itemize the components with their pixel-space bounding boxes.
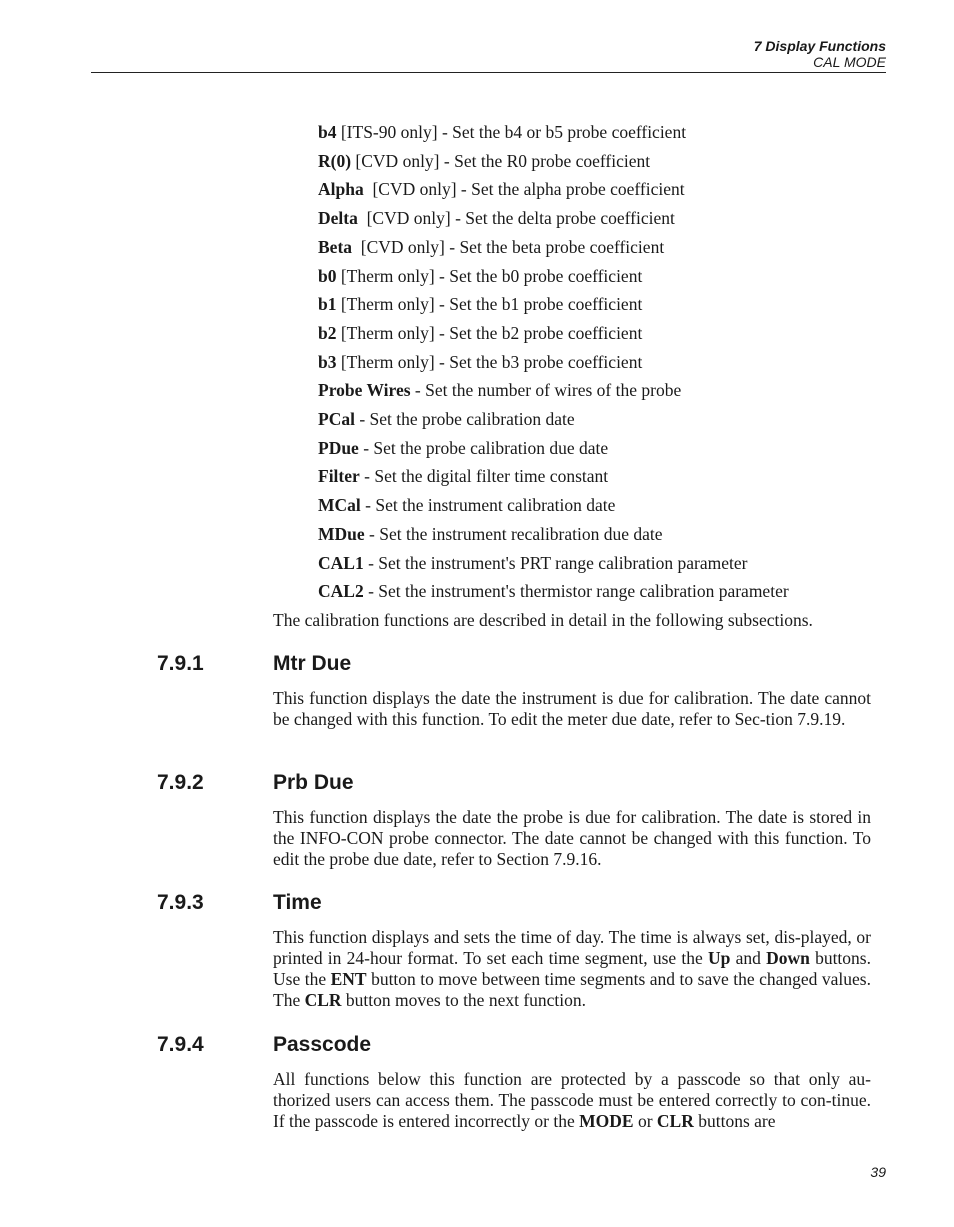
intro-paragraph: The calibration functions are described in detail in the following subsections. [273, 610, 813, 630]
section-body: This function displays the date the instrument is due for calibration. The date cannot be changed with this function. To edit the meter due date, refer to Sec-tion 7.9.19. [273, 688, 871, 729]
page-number: 39 [870, 1164, 886, 1180]
item-desc: - Set the probe calibration due date [358, 437, 609, 458]
section-body: This function displays the date the probe is due for calibration. The date is stored in the INFO-CON probe connector. The date cannot be changed with this function. To edit the probe due date, refer to Section 7.9.16. [273, 807, 871, 869]
section-title: CAL MODE [813, 54, 886, 70]
item-term: b0 [318, 265, 337, 286]
body-text: buttons. Use the [273, 948, 871, 989]
item-desc: [Therm only] - Set the b2 probe coefficient [336, 322, 643, 343]
section-title: Passcode [273, 1033, 372, 1056]
item-desc: [Therm only] - Set the b1 probe coefficient [336, 294, 643, 315]
item-term: MCal [318, 495, 361, 516]
item-desc: [CVD only] - Set the alpha probe coefficient [363, 179, 685, 200]
list-item [318, 319, 898, 348]
list-item [318, 147, 898, 176]
item-desc: [Therm only] - Set the b3 probe coefficient [336, 351, 643, 372]
body-text: All functions below this function are protected by a passcode so that only au-thorized users can access them. The passcode must be entered correctly to con-tinue. If the passcode is entered incorrectly or the [273, 1069, 871, 1131]
section-heading [157, 652, 351, 676]
section-title: Prb Due [273, 771, 354, 794]
section-number: 7.9.3 [157, 891, 204, 914]
body-text: and [730, 948, 767, 968]
item-term: Filter [318, 466, 360, 487]
item-desc: - Set the instrument's PRT range calibration parameter [363, 552, 748, 573]
item-term: PDue [318, 437, 359, 458]
item-term: CAL1 [318, 552, 364, 573]
item-desc: - Set the instrument's thermistor range calibration parameter [363, 581, 789, 602]
button-name: Down [766, 948, 810, 968]
button-name: CLR [656, 1111, 694, 1131]
function-list [318, 118, 898, 606]
body-text: This function displays and sets the time of day. The time is always set, dis-played, or printed in 24-hour format. To set each time segment, use the [273, 927, 871, 968]
section-body [273, 927, 871, 1011]
section-heading [157, 1033, 371, 1057]
chapter-title: 7 Display Functions [753, 38, 886, 54]
body-text: button to move between time segments and to save the changed values. The [273, 969, 871, 1010]
body-text: buttons are [693, 1111, 776, 1131]
running-header [754, 38, 886, 70]
item-term: Beta [318, 236, 353, 257]
item-desc: - Set the instrument recalibration due date [364, 523, 663, 544]
item-term: Probe Wires [318, 380, 411, 401]
button-name: CLR [304, 990, 342, 1010]
item-term: R(0) [318, 150, 352, 171]
list-item [318, 520, 898, 549]
item-term: MDue [318, 523, 365, 544]
list-item [318, 204, 898, 233]
item-desc: [CVD only] - Set the beta probe coefficient [352, 236, 665, 257]
section-body [273, 1069, 871, 1132]
item-desc: [Therm only] - Set the b0 probe coefficient [336, 265, 643, 286]
item-term: b2 [318, 322, 337, 343]
section-heading [157, 771, 354, 795]
list-item [318, 118, 898, 147]
list-item [318, 376, 898, 405]
button-name: ENT [330, 969, 367, 989]
list-item [318, 290, 898, 319]
item-desc: - Set the number of wires of the probe [410, 380, 682, 401]
list-item [318, 175, 898, 204]
section-title: Time [273, 891, 322, 914]
list-item [318, 262, 898, 291]
list-item [318, 549, 898, 578]
list-item [318, 434, 898, 463]
button-name: MODE [579, 1111, 634, 1131]
list-item [318, 491, 898, 520]
item-term: CAL2 [318, 581, 364, 602]
item-desc: [CVD only] - Set the delta probe coefficient [357, 208, 675, 229]
section-number: 7.9.2 [157, 771, 204, 794]
body-text: or [633, 1111, 657, 1131]
section-heading [157, 891, 322, 915]
item-term: Alpha [318, 179, 364, 200]
item-term: Delta [318, 208, 358, 229]
header-rule [91, 72, 886, 73]
list-item [318, 348, 898, 377]
list-item [318, 462, 898, 491]
item-desc: - Set the probe calibration date [354, 409, 575, 430]
item-term: b3 [318, 351, 337, 372]
item-desc: [ITS-90 only] - Set the b4 or b5 probe coefficient [336, 122, 687, 142]
item-term: PCal [318, 409, 355, 430]
item-desc: - Set the instrument calibration date [360, 495, 616, 516]
item-term: b1 [318, 294, 337, 315]
list-item [318, 577, 898, 606]
section-title: Mtr Due [273, 652, 352, 675]
item-term: b4 [318, 122, 337, 142]
list-item [318, 405, 898, 434]
item-desc: - Set the digital filter time constant [359, 466, 609, 487]
list-item [318, 233, 898, 262]
body-text: button moves to the next function. [341, 990, 587, 1010]
item-desc: [CVD only] - Set the R0 probe coefficient [351, 150, 651, 171]
section-number: 7.9.4 [157, 1033, 204, 1056]
section-number: 7.9.1 [157, 652, 204, 675]
button-name: Up [707, 948, 731, 968]
